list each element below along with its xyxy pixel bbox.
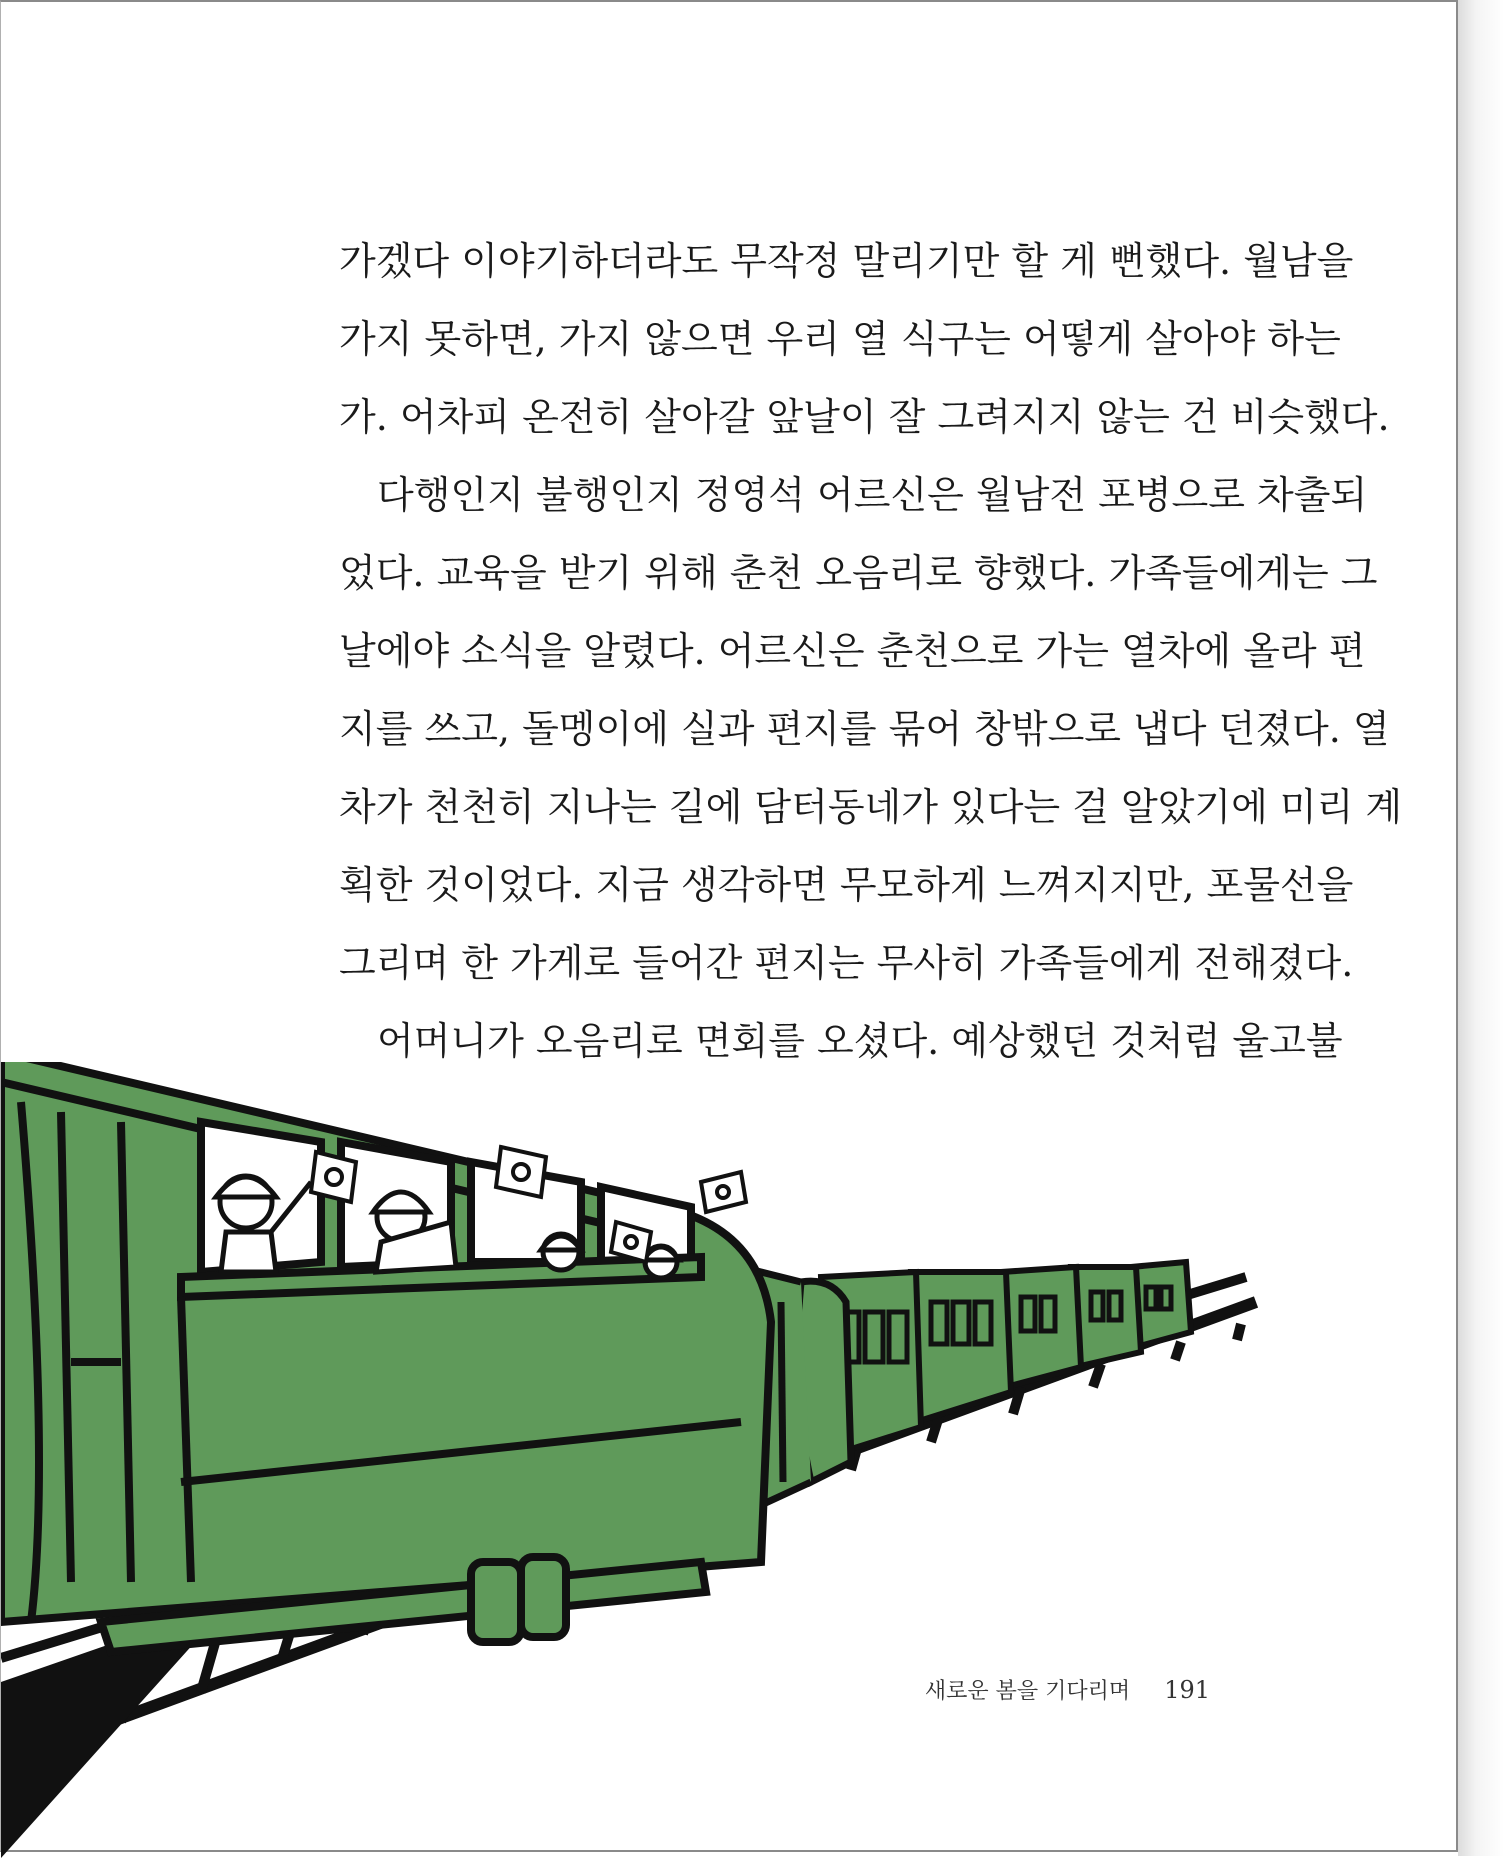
train-illustration xyxy=(1,1062,1301,1858)
text-line: 가겠다 이야기하더라도 무작정 말리기만 할 게 뻔했다. 월남을 xyxy=(339,239,1354,283)
text-line: 어머니가 오음리로 면회를 오셨다. 예상했던 것처럼 울고불 xyxy=(377,1019,1343,1063)
page-edge-shadow xyxy=(1458,0,1504,1856)
text-line: 획한 것이었다. 지금 생각하면 무모하게 느껴지지만, 포물선을 xyxy=(339,863,1354,907)
text-line: 그리며 한 가게로 들어간 편지는 무사히 가족들에게 전해졌다. xyxy=(339,941,1354,985)
text-line: 가지 못하면, 가지 않으면 우리 열 식구는 어떻게 살아야 하는 xyxy=(339,317,1341,361)
text-line: 었다. 교육을 받기 위해 춘천 오음리로 향했다. 가족들에게는 그 xyxy=(339,551,1378,595)
text-line: 가. 어차피 온전히 살아갈 앞날이 잘 그려지지 않는 건 비슷했다. xyxy=(339,395,1390,439)
text-line: 지를 쓰고, 돌멩이에 실과 편지를 묶어 창밖으로 냅다 던졌다. 열 xyxy=(339,707,1390,751)
text-line: 다행인지 불행인지 정영석 어르신은 월남전 포병으로 차출되 xyxy=(377,473,1368,517)
page-number: 191 xyxy=(1164,1676,1210,1704)
page-footer xyxy=(925,1674,1210,1705)
train-car-main xyxy=(1,1062,771,1652)
text-line: 날에야 소식을 알렸다. 어르신은 춘천으로 가는 열차에 올라 편 xyxy=(339,629,1366,673)
running-title: 새로운 봄을 기다리며 xyxy=(924,1679,1131,1704)
text-line: 차가 천천히 지나는 길에 담터동네가 있다는 걸 알았기에 미리 계 xyxy=(339,785,1403,829)
body-text xyxy=(339,222,1403,1080)
